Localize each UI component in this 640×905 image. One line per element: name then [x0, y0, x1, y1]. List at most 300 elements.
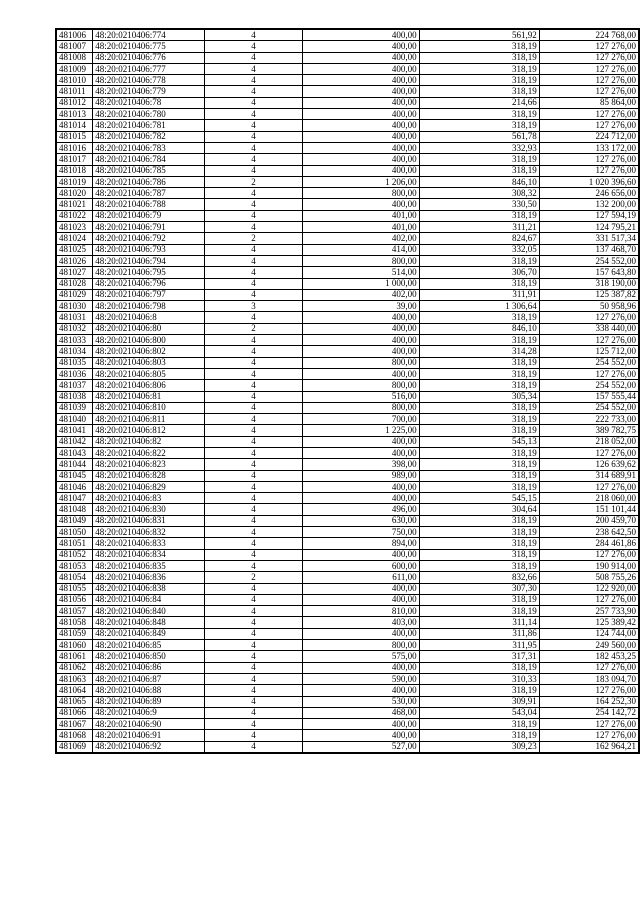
area-cell: 400,00 [303, 583, 419, 594]
table-row [56, 109, 639, 120]
unit-value-cell: 311,21 [419, 222, 539, 233]
category-cell: 4 [204, 335, 303, 346]
table-row [56, 165, 639, 176]
cadastral-value-cell: 127 594,19 [539, 210, 639, 221]
area-cell: 400,00 [303, 719, 419, 730]
cadastral-value-cell: 127 276,00 [539, 730, 639, 741]
cadastral-number-cell: 48:20:0210406:787 [93, 188, 204, 199]
category-cell: 4 [204, 459, 303, 470]
table-row [56, 617, 639, 628]
cadastral-number-cell: 48:20:0210406:805 [93, 368, 204, 379]
record-id-cell: 481048 [56, 504, 93, 515]
record-id-cell: 481007 [56, 41, 93, 52]
unit-value-cell: 318,19 [419, 335, 539, 346]
record-id-cell: 481037 [56, 380, 93, 391]
cadastral-number-cell: 48:20:0210406:775 [93, 41, 204, 52]
area-cell: 401,00 [303, 222, 419, 233]
table-row [56, 97, 639, 108]
record-id-cell: 481036 [56, 368, 93, 379]
cadastral-value-cell: 50 958,96 [539, 301, 639, 312]
cadastral-value-cell: 254 552,00 [539, 357, 639, 368]
area-cell: 894,00 [303, 538, 419, 549]
cadastral-value-cell: 125 389,42 [539, 617, 639, 628]
unit-value-cell: 318,19 [419, 75, 539, 86]
record-id-cell: 481044 [56, 459, 93, 470]
category-cell: 4 [204, 222, 303, 233]
area-cell: 400,00 [303, 447, 419, 458]
cadastral-value-cell: 190 914,00 [539, 560, 639, 571]
record-id-cell: 481059 [56, 628, 93, 639]
record-id-cell: 481028 [56, 278, 93, 289]
table-row [56, 414, 639, 425]
cadastral-number-cell: 48:20:0210406:777 [93, 63, 204, 74]
cadastral-number-cell: 48:20:0210406:89 [93, 696, 204, 707]
area-cell: 400,00 [303, 154, 419, 165]
area-cell: 400,00 [303, 120, 419, 131]
record-id-cell: 481014 [56, 120, 93, 131]
cadastral-value-cell: 182 453,25 [539, 651, 639, 662]
record-id-cell: 481069 [56, 741, 93, 753]
area-cell: 800,00 [303, 402, 419, 413]
table-row [56, 312, 639, 323]
cadastral-number-cell: 48:20:0210406:832 [93, 527, 204, 538]
record-id-cell: 481049 [56, 515, 93, 526]
cadastral-number-cell: 48:20:0210406:810 [93, 402, 204, 413]
area-cell: 800,00 [303, 380, 419, 391]
area-cell: 1 000,00 [303, 278, 419, 289]
category-cell: 4 [204, 560, 303, 571]
table-row [56, 63, 639, 74]
record-id-cell: 481066 [56, 707, 93, 718]
table-row [56, 289, 639, 300]
unit-value-cell: 318,19 [419, 662, 539, 673]
unit-value-cell: 832,66 [419, 572, 539, 583]
record-id-cell: 481051 [56, 538, 93, 549]
unit-value-cell: 318,19 [419, 357, 539, 368]
table-row [56, 436, 639, 447]
record-id-cell: 481061 [56, 651, 93, 662]
table-row [56, 470, 639, 481]
unit-value-cell: 311,95 [419, 640, 539, 651]
record-id-cell: 481020 [56, 188, 93, 199]
cadastral-value-cell: 254 552,00 [539, 380, 639, 391]
category-cell: 4 [204, 199, 303, 210]
cadastral-value-cell: 127 276,00 [539, 594, 639, 605]
area-cell: 989,00 [303, 470, 419, 481]
cadastral-number-cell: 48:20:0210406:806 [93, 380, 204, 391]
category-cell: 4 [204, 188, 303, 199]
category-cell: 4 [204, 628, 303, 639]
cadastral-number-cell: 48:20:0210406:836 [93, 572, 204, 583]
category-cell: 4 [204, 414, 303, 425]
cadastral-number-cell: 48:20:0210406:794 [93, 255, 204, 266]
cadastral-value-cell: 132 200,00 [539, 199, 639, 210]
cadastral-number-cell: 48:20:0210406:823 [93, 459, 204, 470]
table-row [56, 233, 639, 244]
category-cell: 4 [204, 278, 303, 289]
area-cell: 750,00 [303, 527, 419, 538]
category-cell: 4 [204, 154, 303, 165]
category-cell: 4 [204, 165, 303, 176]
category-cell: 4 [204, 425, 303, 436]
cadastral-value-cell: 338 440,00 [539, 323, 639, 334]
category-cell: 4 [204, 289, 303, 300]
unit-value-cell: 317,31 [419, 651, 539, 662]
record-id-cell: 481050 [56, 527, 93, 538]
cadastral-number-cell: 48:20:0210406:796 [93, 278, 204, 289]
area-cell: 700,00 [303, 414, 419, 425]
area-cell: 400,00 [303, 29, 419, 41]
table-row [56, 380, 639, 391]
area-cell: 400,00 [303, 730, 419, 741]
table-row [56, 741, 639, 753]
cadastral-number-cell: 48:20:0210406:829 [93, 481, 204, 492]
table-row [56, 425, 639, 436]
unit-value-cell: 318,19 [419, 719, 539, 730]
area-cell: 400,00 [303, 97, 419, 108]
cadastral-value-cell: 257 733,90 [539, 606, 639, 617]
cadastral-number-cell: 48:20:0210406:850 [93, 651, 204, 662]
category-cell: 2 [204, 323, 303, 334]
table-row [56, 560, 639, 571]
category-cell: 4 [204, 493, 303, 504]
cadastral-number-cell: 48:20:0210406:785 [93, 165, 204, 176]
record-id-cell: 481052 [56, 549, 93, 560]
cadastral-number-cell: 48:20:0210406:803 [93, 357, 204, 368]
table-row [56, 142, 639, 153]
table-row [56, 628, 639, 639]
record-id-cell: 481026 [56, 255, 93, 266]
table-row [56, 572, 639, 583]
cadastral-number-cell: 48:20:0210406:782 [93, 131, 204, 142]
unit-value-cell: 314,28 [419, 346, 539, 357]
cadastral-value-cell: 124 795,21 [539, 222, 639, 233]
category-cell: 4 [204, 651, 303, 662]
cadastral-number-cell: 48:20:0210406:87 [93, 673, 204, 684]
table-row [56, 52, 639, 63]
record-id-cell: 481013 [56, 109, 93, 120]
table-row [56, 154, 639, 165]
table-row [56, 301, 639, 312]
table-row [56, 244, 639, 255]
area-cell: 468,00 [303, 707, 419, 718]
cadastral-value-cell: 127 276,00 [539, 165, 639, 176]
record-id-cell: 481046 [56, 481, 93, 492]
category-cell: 4 [204, 312, 303, 323]
cadastral-number-cell: 48:20:0210406:786 [93, 176, 204, 187]
table-row [56, 41, 639, 52]
record-id-cell: 481056 [56, 594, 93, 605]
table-row [56, 222, 639, 233]
cadastral-number-cell: 48:20:0210406:812 [93, 425, 204, 436]
table-row [56, 323, 639, 334]
area-cell: 800,00 [303, 255, 419, 266]
category-cell: 4 [204, 131, 303, 142]
unit-value-cell: 318,19 [419, 560, 539, 571]
cadastral-number-cell: 48:20:0210406:780 [93, 109, 204, 120]
unit-value-cell: 318,19 [419, 538, 539, 549]
record-id-cell: 481065 [56, 696, 93, 707]
cadastral-value-cell: 127 276,00 [539, 447, 639, 458]
unit-value-cell: 824,67 [419, 233, 539, 244]
area-cell: 400,00 [303, 346, 419, 357]
cadastral-number-cell: 48:20:0210406:788 [93, 199, 204, 210]
record-id-cell: 481027 [56, 267, 93, 278]
category-cell: 4 [204, 368, 303, 379]
cadastral-number-cell: 48:20:0210406:9 [93, 707, 204, 718]
area-cell: 400,00 [303, 52, 419, 63]
table-row [56, 368, 639, 379]
area-cell: 516,00 [303, 391, 419, 402]
cadastral-value-cell: 218 052,00 [539, 436, 639, 447]
category-cell: 4 [204, 685, 303, 696]
table-row [56, 278, 639, 289]
table-row [56, 549, 639, 560]
unit-value-cell: 318,19 [419, 515, 539, 526]
area-cell: 400,00 [303, 86, 419, 97]
unit-value-cell: 545,13 [419, 436, 539, 447]
area-cell: 575,00 [303, 651, 419, 662]
category-cell: 4 [204, 617, 303, 628]
unit-value-cell: 305,34 [419, 391, 539, 402]
unit-value-cell: 318,19 [419, 52, 539, 63]
category-cell: 4 [204, 673, 303, 684]
unit-value-cell: 308,32 [419, 188, 539, 199]
category-cell: 4 [204, 606, 303, 617]
unit-value-cell: 561,78 [419, 131, 539, 142]
cadastral-number-cell: 48:20:0210406:840 [93, 606, 204, 617]
cadastral-value-cell: 127 276,00 [539, 52, 639, 63]
category-cell: 4 [204, 391, 303, 402]
record-id-cell: 481032 [56, 323, 93, 334]
table-row [56, 730, 639, 741]
cadastral-value-cell: 122 920,00 [539, 583, 639, 594]
table-row [56, 346, 639, 357]
table-row [56, 199, 639, 210]
cadastral-value-cell: 254 552,00 [539, 402, 639, 413]
unit-value-cell: 846,10 [419, 323, 539, 334]
table-row [56, 29, 639, 41]
record-id-cell: 481047 [56, 493, 93, 504]
cadastral-value-cell: 157 555,44 [539, 391, 639, 402]
unit-value-cell: 310,33 [419, 673, 539, 684]
category-cell: 4 [204, 719, 303, 730]
cadastral-number-cell: 48:20:0210406:828 [93, 470, 204, 481]
cadastral-number-cell: 48:20:0210406:88 [93, 685, 204, 696]
cadastral-value-cell: 254 142,72 [539, 707, 639, 718]
cadastral-number-cell: 48:20:0210406:848 [93, 617, 204, 628]
unit-value-cell: 309,23 [419, 741, 539, 753]
unit-value-cell: 311,86 [419, 628, 539, 639]
record-id-cell: 481024 [56, 233, 93, 244]
category-cell: 4 [204, 741, 303, 753]
table-row [56, 210, 639, 221]
cadastral-number-cell: 48:20:0210406:778 [93, 75, 204, 86]
record-id-cell: 481042 [56, 436, 93, 447]
unit-value-cell: 318,19 [419, 41, 539, 52]
area-cell: 400,00 [303, 662, 419, 673]
cadastral-number-cell: 48:20:0210406:85 [93, 640, 204, 651]
category-cell: 4 [204, 142, 303, 153]
cadastral-number-cell: 48:20:0210406:779 [93, 86, 204, 97]
cadastral-number-cell: 48:20:0210406:811 [93, 414, 204, 425]
category-cell: 4 [204, 504, 303, 515]
area-cell: 611,00 [303, 572, 419, 583]
cadastral-value-cell: 389 782,75 [539, 425, 639, 436]
category-cell: 4 [204, 527, 303, 538]
cadastral-value-cell: 246 656,00 [539, 188, 639, 199]
record-id-cell: 481033 [56, 335, 93, 346]
record-id-cell: 481015 [56, 131, 93, 142]
category-cell: 4 [204, 380, 303, 391]
record-id-cell: 481029 [56, 289, 93, 300]
unit-value-cell: 318,19 [419, 312, 539, 323]
area-cell: 400,00 [303, 75, 419, 86]
cadastral-value-cell: 127 276,00 [539, 368, 639, 379]
record-id-cell: 481018 [56, 165, 93, 176]
category-cell: 4 [204, 52, 303, 63]
cadastral-value-cell: 127 276,00 [539, 63, 639, 74]
unit-value-cell: 561,92 [419, 29, 539, 41]
cadastral-number-cell: 48:20:0210406:800 [93, 335, 204, 346]
area-cell: 400,00 [303, 685, 419, 696]
record-id-cell: 481038 [56, 391, 93, 402]
record-id-cell: 481063 [56, 673, 93, 684]
cadastral-value-cell: 157 643,80 [539, 267, 639, 278]
record-id-cell: 481039 [56, 402, 93, 413]
unit-value-cell: 318,19 [419, 685, 539, 696]
cadastral-number-cell: 48:20:0210406:78 [93, 97, 204, 108]
cadastral-number-cell: 48:20:0210406:834 [93, 549, 204, 560]
cadastral-value-cell: 218 060,00 [539, 493, 639, 504]
unit-value-cell: 318,19 [419, 425, 539, 436]
record-id-cell: 481031 [56, 312, 93, 323]
category-cell: 4 [204, 402, 303, 413]
record-id-cell: 481062 [56, 662, 93, 673]
unit-value-cell: 318,19 [419, 278, 539, 289]
category-cell: 4 [204, 538, 303, 549]
cadastral-value-cell: 85 864,00 [539, 97, 639, 108]
area-cell: 400,00 [303, 41, 419, 52]
unit-value-cell: 330,50 [419, 199, 539, 210]
area-cell: 1 206,00 [303, 176, 419, 187]
cadastral-number-cell: 48:20:0210406:849 [93, 628, 204, 639]
cadastral-value-cell: 249 560,00 [539, 640, 639, 651]
cadastral-number-cell: 48:20:0210406:838 [93, 583, 204, 594]
cadastral-number-cell: 48:20:0210406:776 [93, 52, 204, 63]
unit-value-cell: 307,30 [419, 583, 539, 594]
table-row [56, 335, 639, 346]
category-cell: 2 [204, 233, 303, 244]
unit-value-cell: 318,19 [419, 447, 539, 458]
cadastral-value-cell: 1 020 396,60 [539, 176, 639, 187]
category-cell: 4 [204, 97, 303, 108]
cadastral-number-cell: 48:20:0210406:835 [93, 560, 204, 571]
area-cell: 400,00 [303, 109, 419, 120]
table-row [56, 527, 639, 538]
category-cell: 4 [204, 346, 303, 357]
table-row [56, 357, 639, 368]
table-row [56, 719, 639, 730]
cadastral-value-cell: 127 276,00 [539, 481, 639, 492]
record-id-cell: 481010 [56, 75, 93, 86]
area-cell: 400,00 [303, 335, 419, 346]
unit-value-cell: 304,64 [419, 504, 539, 515]
record-id-cell: 481022 [56, 210, 93, 221]
category-cell: 4 [204, 63, 303, 74]
record-id-cell: 481040 [56, 414, 93, 425]
record-id-cell: 481053 [56, 560, 93, 571]
area-cell: 800,00 [303, 188, 419, 199]
cadastral-value-cell: 125 387,82 [539, 289, 639, 300]
category-cell: 4 [204, 447, 303, 458]
cadastral-value-cell: 183 094,70 [539, 673, 639, 684]
table-row [56, 176, 639, 187]
area-cell: 530,00 [303, 696, 419, 707]
area-cell: 400,00 [303, 493, 419, 504]
record-id-cell: 481030 [56, 301, 93, 312]
area-cell: 600,00 [303, 560, 419, 571]
category-cell: 4 [204, 707, 303, 718]
area-cell: 402,00 [303, 289, 419, 300]
table-row [56, 640, 639, 651]
cadastral-value-cell: 137 468,70 [539, 244, 639, 255]
category-cell: 4 [204, 41, 303, 52]
unit-value-cell: 318,19 [419, 527, 539, 538]
cadastral-value-cell: 331 517,34 [539, 233, 639, 244]
cadastral-value-cell: 133 172,00 [539, 142, 639, 153]
cadastral-number-cell: 48:20:0210406:91 [93, 730, 204, 741]
cadastral-value-cell: 508 755,26 [539, 572, 639, 583]
category-cell: 4 [204, 75, 303, 86]
unit-value-cell: 214,66 [419, 97, 539, 108]
unit-value-cell: 318,19 [419, 210, 539, 221]
table-row [56, 447, 639, 458]
category-cell: 4 [204, 120, 303, 131]
unit-value-cell: 846,10 [419, 176, 539, 187]
record-id-cell: 481006 [56, 29, 93, 41]
table-body [56, 29, 639, 753]
area-cell: 400,00 [303, 628, 419, 639]
record-id-cell: 481045 [56, 470, 93, 481]
table-row [56, 685, 639, 696]
cadastral-number-cell: 48:20:0210406:781 [93, 120, 204, 131]
record-id-cell: 481008 [56, 52, 93, 63]
unit-value-cell: 318,19 [419, 459, 539, 470]
record-id-cell: 481058 [56, 617, 93, 628]
unit-value-cell: 318,19 [419, 154, 539, 165]
table-row [56, 662, 639, 673]
cadastral-value-cell: 222 733,00 [539, 414, 639, 425]
area-cell: 514,00 [303, 267, 419, 278]
category-cell: 4 [204, 255, 303, 266]
table-row [56, 402, 639, 413]
cadastral-number-cell: 48:20:0210406:830 [93, 504, 204, 515]
area-cell: 398,00 [303, 459, 419, 470]
category-cell: 4 [204, 86, 303, 97]
record-id-cell: 481023 [56, 222, 93, 233]
cadastral-number-cell: 48:20:0210406:774 [93, 29, 204, 41]
category-cell: 4 [204, 436, 303, 447]
unit-value-cell: 318,19 [419, 414, 539, 425]
category-cell: 4 [204, 730, 303, 741]
table-row [56, 673, 639, 684]
unit-value-cell: 545,15 [419, 493, 539, 504]
cadastral-value-cell: 127 276,00 [539, 719, 639, 730]
cadastral-value-cell: 162 964,21 [539, 741, 639, 753]
area-cell: 400,00 [303, 63, 419, 74]
area-cell: 400,00 [303, 131, 419, 142]
